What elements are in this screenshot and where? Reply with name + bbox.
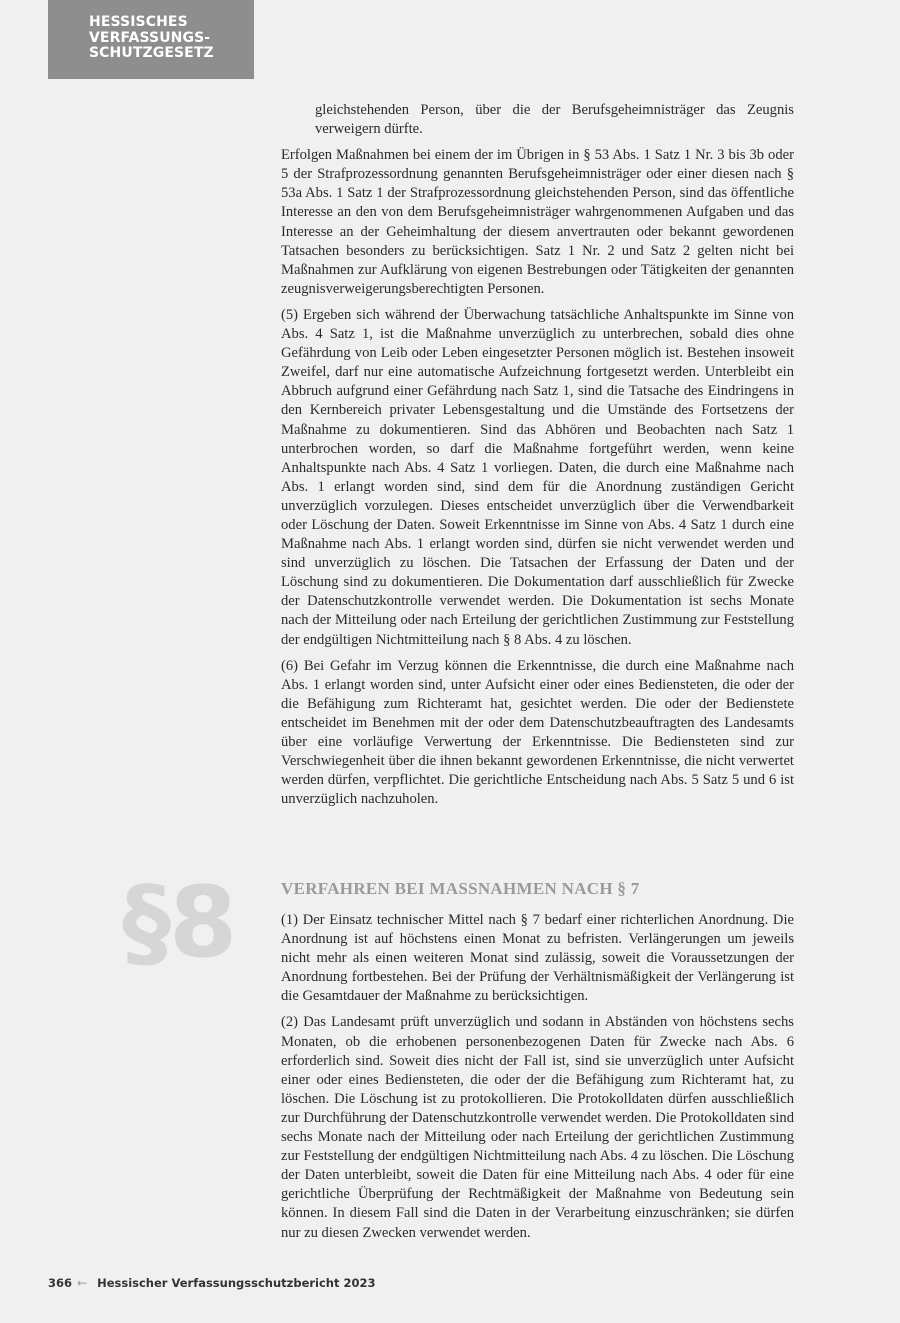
body-text	[281, 101, 794, 816]
section-8	[281, 878, 794, 1250]
header-line: VERFASSUNGS-	[89, 29, 211, 46]
paragraph: (5) Ergeben sich während der Überwachung tatsächliche Anhaltspunkte im Sinne von Abs. 4 Satz 1, ist die Maßnahme unverzüglich zu unterbrechen, sobald dies ohne Gefährdung von Leib oder Leben eingesetzter Personen möglich ist. Bestehen insoweit Zweifel, darf nur eine automatische Aufzeichnung fortgesetzt werden. Unterbleibt ein Abbruch aufgrund einer Gefährdung nach Satz 1, sind die Tatsache des Eindringens in den Kernbereich privater Lebensgestaltung und die Umstände des Fortsetzens der Maßnahme zu dokumentieren. Sind das Abhören und Beobachten nach Satz 1 unterbrochen worden, so darf die Maßnahme fortgeführt werden, wenn keine Anhaltspunkte nach Abs. 4 Satz 1 vorliegen. Daten, die durch eine Maßnahme nach Abs. 1 erlangt worden sind, sind dem für die Anordnung zuständigen Gericht unverzüglich vorzulegen. Dieses entscheidet unverzüglich über die Verwendbarkeit oder Löschung der Daten. Soweit Erkenntnisse im Sinne von Abs. 4 Satz 1 durch eine Maßnahme nach Abs. 1 erlangt worden sind, dürfen sie nicht verwendet werden und sind unverzüglich zu löschen. Die Tatsachen der Erfassung der Daten und der Löschung sind zu dokumentieren. Die Dokumentation darf ausschließlich für Zwecke der Datenschutzkontrolle verwendet werden. Die Dokumentation ist sechs Monate nach der Mitteilung oder nach Erteilung der gerichtlichen Zustimmung zur Feststellung der endgültigen Nichtmitteilung nach § 8 Abs. 4 zu löschen.	[281, 306, 794, 648]
paragraph: Erfolgen Maßnahmen bei einem der im Übrigen in § 53 Abs. 1 Satz 1 Nr. 3 bis 3b oder 5 der Strafprozessordnung genannten Berufsgeheimnisträger oder einer diesen nach § 53a Abs. 1 Satz 1 der Strafprozessordnung gleichstehenden Person, sind das öffentliche Interesse an den von dem Berufsgeheimnisträger wahrgenommenen Aufgaben und das Interesse an der Geheimhaltung der diesem anvertrauten oder bekannt gewordenen Tatsachen besonders zu berücksichtigen. Satz 1 Nr. 2 und Satz 2 gelten nicht bei Maßnahmen zur Aufklärung von eigenen Bestrebungen oder Tätigkeiten der genannten zeugnisverweigerungsberechtigten Personen.	[281, 147, 794, 297]
page-number: 366	[48, 1276, 73, 1290]
paragraph: gleichstehenden Person, über die der Berufsgeheimnisträger das Zeugnis verweigern dürfte.	[315, 102, 794, 138]
paragraph: (6) Bei Gefahr im Verzug können die Erkenntnisse, die durch eine Maßnahme nach Abs. 1 erlangt worden sind, unter Aufsicht einer oder eines Bediensteten, die oder der die Befähigung zum Richteramt hat, gesichtet werden. Die oder der Bedienstete entscheidet im Benehmen mit der oder dem Datenschutzbeauftragten des Landesamts über eine vorläufige Verwertung der Erkenntnisse. Die Bediensteten sind zur Verschwiegenheit über die ihnen bekannt gewordenen Erkenntnisse, die nicht verwertet werden dürfen, verpflichtet. Die gerichtliche Entscheidung nach Abs. 5 Satz 5 und 6 ist unverzüglich nachzuholen.	[281, 657, 794, 808]
header-line: SCHUTZGESETZ	[89, 45, 214, 61]
paragraph: (1) Der Einsatz technischer Mittel nach § 7 bedarf einer richterlichen Anordnung. Die Anordnung ist auf höchstens einen Monat zu befristen. Verlängerungen um jeweils nicht mehr als einen weiteren Monat sind zulässig, soweit die Voraussetzungen der Anordnung fortbestehen. Bei der Prüfung der Verhältnismäßigkeit der Verlängerung ist die Gesamtdauer der Maßnahme zu berücksichtigen.	[281, 912, 794, 1005]
section-heading: VERFAHREN BEI MASSNAHMEN NACH § 7	[281, 879, 640, 898]
paragraph: (2) Das Landesamt prüft unverzüglich und sodann in Abständen von höchstens sechs Monaten, ob die erhobenen personenbezogenen Daten für Zwecke nach Abs. 6 erforderlich sind. Soweit dies nicht der Fall ist, sind sie unverzüglich unter Aufsicht einer oder eines Bediensteten, die oder der die Befähigung zum Richteramt hat, zu löschen. Die Löschung ist zu protokollieren. Die Protokolldaten dürfen ausschließlich zur Durchführung der Datenschutzkontrolle verwendet werden. Die Protokolldaten sind sechs Monate nach der Mitteilung oder nach Erteilung der gerichtlichen Zustimmung zur Feststellung der endgültigen Nichtmitteilung nach Abs. 4 zu löschen. Die Löschung der Daten unterbleibt, soweit die Daten für eine Mitteilung nach Abs. 4 oder für eine gerichtliche Überprüfung der Rechtmäßigkeit der Maßnahme von Bedeutung sein können. In diesem Fall sind die Daten in der Verarbeitung einzuschränken; sie dürfen nur zu diesen Zwecken verwendet werden.	[281, 1014, 794, 1241]
section-number: §8	[122, 866, 236, 980]
header-line: HESSISCHES	[89, 14, 188, 30]
publication-title: Hessischer Verfassungsschutzbericht 2023	[97, 1276, 376, 1290]
section-header-tab	[48, 0, 254, 79]
arrow-left-icon: ←	[77, 1276, 88, 1290]
page-footer	[48, 1276, 376, 1290]
